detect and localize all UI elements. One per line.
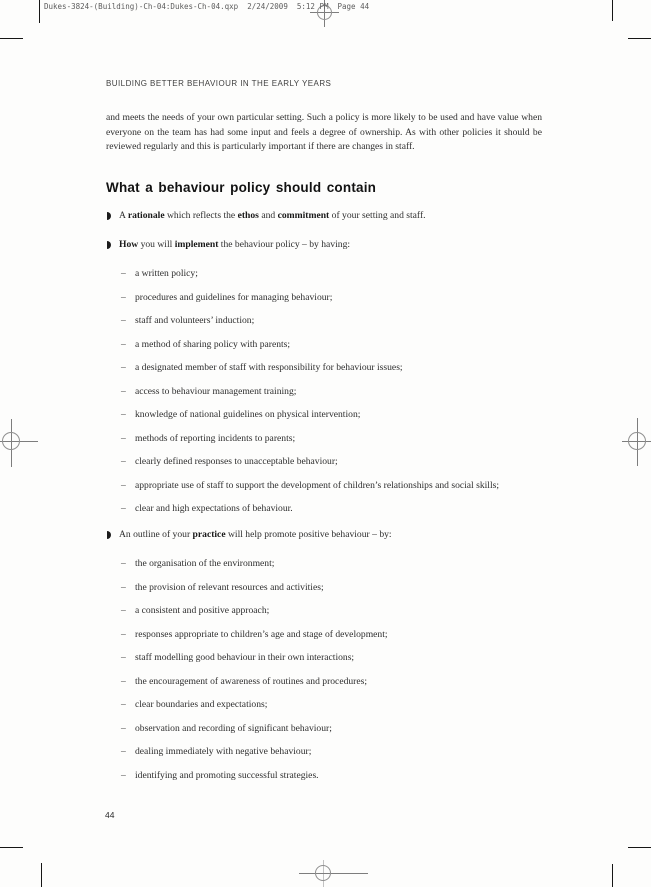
sub-bullet-item	[121, 502, 542, 516]
dash-bullet-icon: –	[121, 628, 126, 640]
dash-bullet-icon: –	[121, 746, 126, 757]
sub-bullet-text: responses appropriate to children’s age and stage of development;	[135, 628, 388, 640]
bullet-item	[106, 528, 542, 542]
pointer-bullet-icon	[107, 241, 111, 250]
sub-bullet-text: clear boundaries and expectations;	[135, 699, 268, 710]
sub-bullet-item	[121, 479, 542, 493]
sub-bullet-item	[121, 408, 542, 422]
sub-bullet-item	[121, 581, 542, 595]
crop-mark-bottom-left-horizontal	[0, 847, 23, 848]
bullet-text: How you will implement the behaviour policy – by having:	[119, 239, 351, 250]
sub-bullet-item	[121, 557, 542, 571]
sub-bullet-item	[121, 769, 542, 783]
dash-bullet-icon: –	[121, 699, 126, 710]
dash-bullet-icon: –	[121, 769, 126, 781]
crop-mark-top-left-vertical	[39, 0, 40, 23]
sub-bullet-text: the provision of relevant resources and activities;	[135, 581, 324, 593]
sub-bullet-item	[121, 267, 542, 281]
sub-bullet-item	[121, 338, 542, 352]
bullet-item	[106, 209, 542, 223]
dash-bullet-icon: –	[121, 605, 126, 616]
pointer-bullet-icon	[107, 212, 111, 221]
dash-bullet-icon: –	[121, 652, 126, 663]
sub-bullet-text: a method of sharing policy with parents;	[135, 338, 291, 350]
crop-mark-top-right-vertical	[612, 0, 613, 21]
dash-bullet-icon: –	[121, 432, 126, 444]
sub-bullet-text: a designated member of staff with responsibility for behaviour issues;	[135, 362, 403, 373]
dash-bullet-icon: –	[121, 581, 126, 593]
sub-bullet-item	[121, 675, 542, 689]
sub-bullet-item	[121, 628, 542, 642]
running-head: BUILDING BETTER BEHAVIOUR IN THE EARLY YEARS	[106, 79, 332, 88]
sub-bullet-text: knowledge of national guidelines on physical intervention;	[135, 409, 361, 420]
crop-mark-bottom-left-vertical	[41, 863, 42, 887]
dash-bullet-icon: –	[121, 675, 126, 687]
dash-bullet-icon: –	[121, 315, 126, 326]
proof-slug-header: Dukes-3824-(Building)-Ch-04:Dukes-Ch-04.qxp 2/24/2009 5:12 PM Page 44	[44, 2, 370, 11]
sub-bullet-text: methods of reporting incidents to parents;	[135, 432, 296, 444]
sub-bullet-item	[121, 722, 542, 736]
sub-bullet-text: appropriate use of staff to support the development of children’s relationships and social skills;	[135, 479, 500, 491]
sub-bullet-text: clear and high expectations of behaviour.	[135, 503, 293, 514]
section-heading: What a behaviour policy should contain	[106, 180, 377, 195]
sub-bullet-item	[121, 291, 542, 305]
sub-bullet-text: access to behaviour management training;	[135, 385, 297, 397]
sub-bullet-item	[121, 361, 542, 375]
sub-bullet-text: a written policy;	[135, 268, 198, 279]
bullet-item	[106, 238, 542, 252]
sub-bullet-item	[121, 432, 542, 446]
crop-mark-bottom-right-vertical	[612, 864, 613, 887]
sub-bullet-text: staff modelling good behaviour in their own interactions;	[135, 652, 355, 663]
dash-bullet-icon: –	[121, 456, 126, 467]
sub-bullet-text: dealing immediately with negative behaviour;	[135, 746, 312, 757]
sub-bullet-text: the encouragement of awareness of routines and procedures;	[135, 675, 368, 687]
crop-mark-top-left-horizontal	[0, 38, 23, 39]
sub-bullet-list	[121, 267, 542, 516]
sub-bullet-item	[121, 604, 542, 618]
sub-bullet-item	[121, 385, 542, 399]
crop-mark-bottom-right-horizontal	[628, 847, 651, 848]
bullet-text: An outline of your practice will help promote positive behaviour – by:	[119, 529, 392, 540]
sub-bullet-text: identifying and promoting successful strategies.	[135, 769, 319, 781]
intro-paragraph: and meets the needs of your own particular setting. Such a policy is more likely to be used and have value when everyone on the team has had some input and feels a degree of ownership. As with other policies it should be reviewed regularly and this is particularly important if there are changes in staff.	[106, 112, 542, 153]
crop-mark-top-right-horizontal	[628, 38, 651, 39]
dash-bullet-icon: –	[121, 479, 126, 491]
sub-bullet-item	[121, 698, 542, 712]
sub-bullet-text: procedures and guidelines for managing behaviour;	[135, 291, 333, 303]
bullet-list	[106, 209, 542, 795]
sub-bullet-item	[121, 745, 542, 759]
dash-bullet-icon: –	[121, 385, 126, 397]
dash-bullet-icon: –	[121, 558, 126, 569]
sub-bullet-text: the organisation of the environment;	[135, 558, 275, 569]
bullet-text: A rationale which reflects the ethos and commitment of your setting and staff.	[119, 210, 426, 221]
dash-bullet-icon: –	[121, 338, 126, 350]
sub-bullet-text: clearly defined responses to unacceptable behaviour;	[135, 456, 338, 467]
pointer-bullet-icon	[107, 531, 111, 540]
sub-bullet-text: a consistent and positive approach;	[135, 605, 270, 616]
dash-bullet-icon: –	[121, 268, 126, 279]
dash-bullet-icon: –	[121, 503, 126, 514]
dash-bullet-icon: –	[121, 362, 126, 373]
page-number: 44	[105, 810, 115, 820]
sub-bullet-item	[121, 314, 542, 328]
dash-bullet-icon: –	[121, 722, 126, 734]
dash-bullet-icon: –	[121, 409, 126, 420]
sub-bullet-text: observation and recording of significant behaviour;	[135, 722, 332, 734]
sub-bullet-item	[121, 651, 542, 665]
sub-bullet-list	[121, 557, 542, 783]
sub-bullet-item	[121, 455, 542, 469]
sub-bullet-text: staff and volunteers’ induction;	[135, 315, 255, 326]
dash-bullet-icon: –	[121, 291, 126, 303]
